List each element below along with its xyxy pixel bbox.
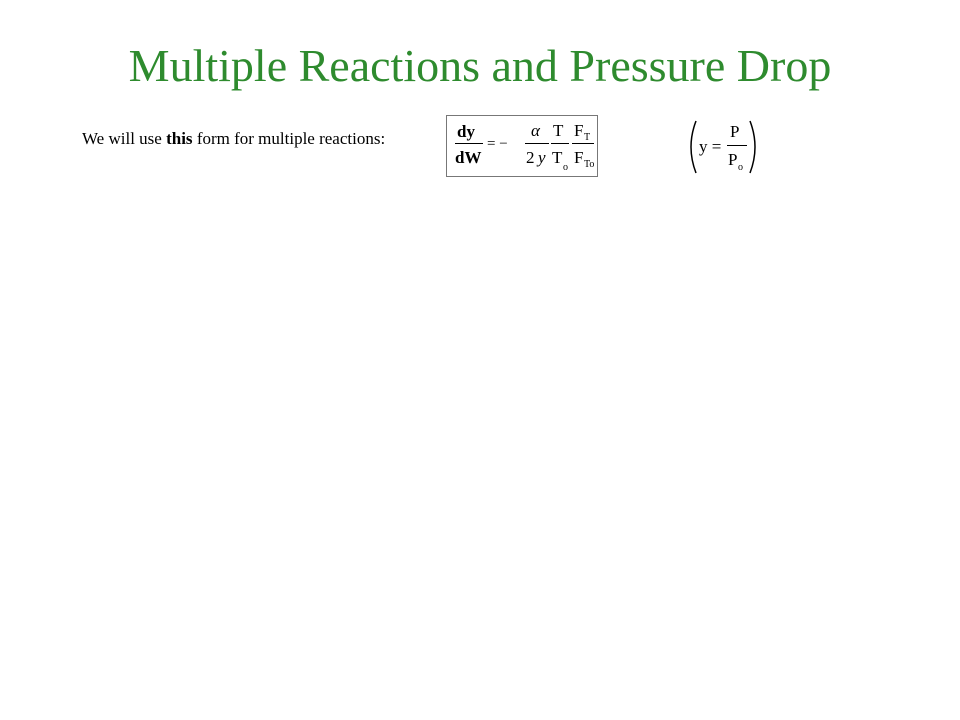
two-label: 2: [526, 148, 535, 167]
lhs-fraction-bar: [455, 143, 483, 144]
intro-text-bold: this: [166, 129, 193, 148]
left-parenthesis: [684, 119, 700, 175]
alpha-fraction-bar: [525, 143, 549, 144]
pressure-drop-equation-box: [446, 115, 598, 177]
flow-numerator-sub: T: [584, 132, 591, 143]
right-parenthesis: [746, 119, 762, 175]
temperature-fraction-bar: [551, 143, 569, 144]
pressure-denominator: P: [728, 150, 738, 169]
intro-text-after: form for multiple reactions:: [192, 129, 386, 148]
equals-minus: = −: [487, 136, 508, 152]
flow-numerator: F: [574, 121, 584, 140]
y-equals: y =: [699, 137, 722, 156]
alpha-symbol: α: [531, 121, 540, 140]
temperature-denominator-sub: o: [563, 162, 568, 173]
flow-fraction-bar: [572, 143, 594, 144]
lhs-numerator: dy: [457, 122, 475, 141]
lhs-denominator: dW: [455, 148, 482, 167]
temperature-numerator: T: [553, 121, 564, 140]
pressure-numerator: P: [730, 122, 740, 141]
temperature-denominator: T: [552, 148, 563, 167]
pressure-fraction-bar: [727, 145, 747, 146]
pressure-denominator-sub: o: [738, 162, 743, 173]
flow-denominator: F: [574, 148, 584, 167]
y-variable: y: [538, 148, 546, 167]
slide-title: Multiple Reactions and Pressure Drop: [128, 40, 832, 91]
intro-text: [82, 128, 385, 150]
flow-denominator-sub: To: [584, 159, 595, 170]
intro-text-before: We will use: [82, 129, 167, 148]
